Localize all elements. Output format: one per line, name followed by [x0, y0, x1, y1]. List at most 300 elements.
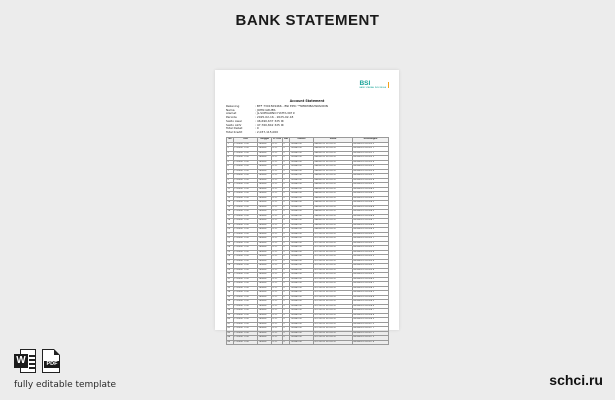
table-cell: FT2400T1700: [234, 205, 258, 210]
column-header: Mutasi: [290, 138, 314, 143]
table-cell: BPI:B0021331305 1: [353, 237, 389, 242]
table-cell: BPI:B0021331304 3: [353, 201, 389, 206]
table-cell: BPI:B0021331306 0: [353, 277, 389, 282]
table-cell: FT2400T1700: [234, 156, 258, 161]
table-cell: 135480.00: [290, 309, 314, 314]
table-cell: 0: [283, 241, 290, 246]
table-cell: BPI:B0021331305 9: [353, 273, 389, 278]
table-cell: 13: [227, 196, 234, 201]
table-cell: 0: [283, 246, 290, 251]
word-icon-label: W: [14, 354, 28, 368]
table-cell: 160826: [258, 142, 272, 147]
table-cell: 10: [227, 183, 234, 188]
info-value: : 47,760,842 325 IR: [255, 122, 284, 127]
page-title: BANK STATEMENT: [235, 12, 380, 29]
column-header: Keterangan: [353, 138, 389, 143]
table-cell: D:11: [272, 250, 283, 255]
table-cell: 24: [227, 246, 234, 251]
table-cell: 160826: [258, 187, 272, 192]
table-cell: 46830232 325.41 IR: [314, 169, 353, 174]
table-cell: 25: [227, 250, 234, 255]
table-cell: BPI:B0021331306 8: [353, 313, 389, 318]
table-cell: 135480.00: [290, 340, 314, 345]
table-cell: D:11: [272, 336, 283, 341]
table-cell: 160826: [258, 340, 272, 345]
table-cell: 47120232 325.41 IR: [314, 237, 353, 242]
table-cell: 160826: [258, 246, 272, 251]
table-cell: D:11: [272, 255, 283, 260]
table-cell: 0: [283, 214, 290, 219]
table-cell: 8: [227, 174, 234, 179]
table-cell: 0: [283, 286, 290, 291]
table-cell: 9: [227, 178, 234, 183]
table-cell: 34: [227, 291, 234, 296]
table-cell: 5: [227, 160, 234, 165]
table-cell: D:11: [272, 214, 283, 219]
table-cell: D:11: [272, 291, 283, 296]
table-cell: 0: [283, 277, 290, 282]
table-cell: 35: [227, 295, 234, 300]
table-cell: 46830232 325.41 IR: [314, 228, 353, 233]
table-cell: D:11: [272, 340, 283, 345]
table-cell: 135480.00: [290, 223, 314, 228]
table-cell: D:11: [272, 232, 283, 237]
column-header: Dbt: [283, 138, 289, 141]
table-cell: 47120232 325.41 IR: [314, 246, 353, 251]
table-cell: 0: [283, 228, 290, 233]
table-cell: D:11: [272, 169, 283, 174]
table-cell: 47120232 325.41 IR: [314, 336, 353, 341]
table-cell: 160826: [258, 277, 272, 282]
table-cell: BPI:B0021331307 4: [353, 340, 389, 345]
table-cell: 46830232 325.41 IR: [314, 178, 353, 183]
table-cell: D:11: [272, 327, 283, 332]
table-cell: D:11: [272, 268, 283, 273]
table-cell: 0: [283, 187, 290, 192]
table-cell: FT2400T1700: [234, 286, 258, 291]
table-cell: D:11: [272, 318, 283, 323]
info-label: Saldo Akhr: [226, 122, 242, 127]
table-cell: 2: [227, 147, 234, 152]
table-cell: 135480.00: [290, 300, 314, 305]
table-cell: FT2400T1700: [234, 241, 258, 246]
table-cell: D:11: [272, 313, 283, 318]
table-cell: 46830232 325.41 IR: [314, 183, 353, 188]
table-cell: 28: [227, 264, 234, 269]
table-cell: 47120232 325.41 IR: [314, 318, 353, 323]
table-cell: 21: [227, 232, 234, 237]
table-cell: 135480.00: [290, 228, 314, 233]
table-cell: BPI:B0021331304 8: [353, 223, 389, 228]
table-cell: 29: [227, 268, 234, 273]
info-value: : JOHN GRUBS: [255, 107, 276, 112]
table-cell: 0: [283, 268, 290, 273]
table-cell: 20: [227, 228, 234, 233]
table-cell: 30: [227, 273, 234, 278]
table-cell: 46830232 325.41 IR: [314, 192, 353, 197]
table-body: [227, 142, 389, 345]
table-cell: D:11: [272, 264, 283, 269]
column-header: Saldo: [314, 138, 353, 143]
table-cell: D:11: [272, 183, 283, 188]
table-cell: BPI:B0021331305 0: [353, 232, 389, 237]
table-cell: BPI:B0021331305 3: [353, 246, 389, 251]
table-cell: D:11: [272, 174, 283, 179]
table-cell: 46830232 325.41 IR: [314, 165, 353, 170]
table-cell: D:11: [272, 201, 283, 206]
table-cell: 160826: [258, 268, 272, 273]
table-cell: D:11: [272, 219, 283, 224]
table-cell: 22: [227, 237, 234, 242]
table-cell: 160826: [258, 273, 272, 278]
table-cell: 160826: [258, 196, 272, 201]
table-cell: 135480.00: [290, 295, 314, 300]
table-cell: 135480.00: [290, 214, 314, 219]
table-cell: 0: [283, 174, 290, 179]
table-cell: D:11: [272, 273, 283, 278]
table-cell: 47120232 325.41 IR: [314, 322, 353, 327]
table-cell: 4: [227, 156, 234, 161]
table-cell: 135480.00: [290, 210, 314, 215]
table-cell: 46830232 325.41 IR: [314, 151, 353, 156]
table-cell: 0: [283, 336, 290, 341]
table-cell: 0: [283, 156, 290, 161]
statement-document: [215, 70, 399, 343]
table-cell: BPI:B0021331304 6: [353, 214, 389, 219]
table-cell: 135480.00: [290, 291, 314, 296]
table-cell: 47120232 325.41 IR: [314, 268, 353, 273]
table-cell: FT2400T1700: [234, 300, 258, 305]
table-cell: 160826: [258, 318, 272, 323]
table-cell: FT2400T1700: [234, 295, 258, 300]
table-cell: 135480.00: [290, 264, 314, 269]
table-cell: 47120232 325.41 IR: [314, 259, 353, 264]
column-header: Tanggal: [258, 138, 272, 143]
table-cell: 135480.00: [290, 142, 314, 147]
table-cell: 0: [283, 160, 290, 165]
info-label: Total Debet: [226, 126, 243, 131]
info-label: Nama: [226, 107, 235, 112]
table-cell: 0: [283, 210, 290, 215]
table-cell: D:11: [272, 286, 283, 291]
column-header: Trxn: [234, 138, 258, 143]
table-cell: 47120232 325.41 IR: [314, 340, 353, 345]
table-cell: 40: [227, 318, 234, 323]
table-cell: 0: [283, 313, 290, 318]
table-cell: 135480.00: [290, 246, 314, 251]
account-info: [226, 105, 328, 135]
table-cell: 135480.00: [290, 183, 314, 188]
table-cell: FT2400T1700: [234, 142, 258, 147]
table-cell: 160826: [258, 223, 272, 228]
table-cell: BPI:B0021331304 9: [353, 228, 389, 233]
table-cell: 16: [227, 210, 234, 215]
table-cell: 135480.00: [290, 282, 314, 287]
table-cell: 160826: [258, 210, 272, 215]
logo-text: BSI: [359, 80, 371, 87]
table-cell: D:11: [272, 151, 283, 156]
table-cell: BPI:B0021331304 0: [353, 187, 389, 192]
table-cell: 14: [227, 201, 234, 206]
table-cell: 47120232 325.41 IR: [314, 264, 353, 269]
column-header: Ft Trxn: [272, 138, 282, 141]
info-label: Saldo Awal: [226, 118, 242, 123]
table-cell: 42: [227, 327, 234, 332]
table-cell: 135480.00: [290, 165, 314, 170]
table-cell: 15: [227, 205, 234, 210]
table-cell: D:11: [272, 205, 283, 210]
table-cell: FT2400T1700: [234, 336, 258, 341]
table-cell: 47120232 325.41 IR: [314, 291, 353, 296]
info-label: Rekening: [226, 104, 240, 108]
table-cell: BPI:B0021331306 7: [353, 309, 389, 314]
table-cell: 160826: [258, 205, 272, 210]
table-cell: BPI:B0021331303 6: [353, 169, 389, 174]
table-cell: 47120232 325.41 IR: [314, 232, 353, 237]
table-cell: BPI:B0021331303 8: [353, 178, 389, 183]
pdf-icon: [42, 349, 62, 373]
table-cell: D:11: [272, 331, 283, 336]
table-cell: 46830232 325.41 IR: [314, 205, 353, 210]
table-cell: 39: [227, 313, 234, 318]
table-cell: BPI:B0021331307 3: [353, 336, 389, 341]
info-label: Alamat: [226, 111, 237, 116]
table-cell: 135480.00: [290, 331, 314, 336]
table-cell: D:11: [272, 147, 283, 152]
table-cell: 160826: [258, 241, 272, 246]
table-cell: 47120232 325.41 IR: [314, 300, 353, 305]
table-cell: D:11: [272, 322, 283, 327]
table-cell: FT2400T1700: [234, 183, 258, 188]
table-cell: 160826: [258, 300, 272, 305]
table-cell: D:11: [272, 259, 283, 264]
table-cell: 43: [227, 331, 234, 336]
caption: fully editable template: [14, 380, 117, 390]
table-cell: 135480.00: [290, 196, 314, 201]
table-row: [227, 340, 389, 345]
table-cell: 135480.00: [290, 201, 314, 206]
table-cell: 160826: [258, 250, 272, 255]
table-cell: FT2400T1700: [234, 228, 258, 233]
table-cell: 47120232 325.41 IR: [314, 273, 353, 278]
table-cell: FT2400T1700: [234, 313, 258, 318]
table-cell: 160826: [258, 313, 272, 318]
table-cell: 31: [227, 277, 234, 282]
table-cell: 19: [227, 223, 234, 228]
table-cell: 0: [283, 282, 290, 287]
table-cell: 46830232 325.41 IR: [314, 174, 353, 179]
table-cell: 0: [283, 178, 290, 183]
table-cell: 0: [283, 304, 290, 309]
table-cell: 46830232 325.41 IR: [314, 219, 353, 224]
info-label: Periode: [226, 115, 237, 120]
table-cell: 46830232 325.41 IR: [314, 196, 353, 201]
table-cell: D:11: [272, 277, 283, 282]
table-cell: 0: [283, 169, 290, 174]
table-cell: 0: [283, 165, 290, 170]
table-cell: 0: [283, 201, 290, 206]
table-cell: 135480.00: [290, 205, 314, 210]
table-cell: BPI:B0021331307 1: [353, 327, 389, 332]
table-cell: 6: [227, 165, 234, 170]
table-cell: 47120232 325.41 IR: [314, 327, 353, 332]
table-cell: 47120232 325.41 IR: [314, 304, 353, 309]
table-cell: 135480.00: [290, 318, 314, 323]
table-cell: BPI:B0021331303 0: [353, 142, 389, 147]
table-cell: 23: [227, 241, 234, 246]
table-cell: 0: [283, 318, 290, 323]
table-cell: FT2400T1700: [234, 291, 258, 296]
table-cell: 135480.00: [290, 241, 314, 246]
table-cell: 0: [283, 309, 290, 314]
table-cell: 135480.00: [290, 160, 314, 165]
info-value: : 46,690,637 325 IR: [255, 118, 284, 123]
table-cell: 46830232 325.41 IR: [314, 210, 353, 215]
table-cell: 46830232 325.41 IR: [314, 214, 353, 219]
table-cell: 47120232 325.41 IR: [314, 309, 353, 314]
table-cell: 135480.00: [290, 147, 314, 152]
table-cell: 135480.00: [290, 313, 314, 318]
info-value: : JL.SOEKARNO HATTA KM 9: [255, 111, 295, 116]
table-cell: BPI:B0021331305 6: [353, 259, 389, 264]
table-cell: 135480.00: [290, 273, 314, 278]
table-cell: FT2400T1700: [234, 340, 258, 345]
table-cell: 160826: [258, 295, 272, 300]
bank-logo: [359, 80, 389, 89]
table-cell: 46830232 325.41 IR: [314, 201, 353, 206]
table-cell: 0: [283, 300, 290, 305]
table-cell: BPI:B0021331304 1: [353, 192, 389, 197]
table-cell: 160826: [258, 322, 272, 327]
table-cell: 160826: [258, 192, 272, 197]
table-cell: FT2400T1700: [234, 169, 258, 174]
table-cell: FT2400T1700: [234, 165, 258, 170]
table-cell: 0: [283, 205, 290, 210]
logo-accent-bar: [388, 82, 389, 88]
table-cell: FT2400T1700: [234, 273, 258, 278]
table-cell: FT2400T1700: [234, 282, 258, 287]
table-cell: BPI:B0021331303 9: [353, 183, 389, 188]
table-cell: BPI:B0021331303 5: [353, 165, 389, 170]
table-cell: FT2400T1700: [234, 277, 258, 282]
table-cell: 0: [283, 183, 290, 188]
table-cell: BPI:B0021331307 0: [353, 322, 389, 327]
table-cell: 135480.00: [290, 219, 314, 224]
table-cell: D:11: [272, 295, 283, 300]
table-cell: 160826: [258, 151, 272, 156]
table-cell: 135480.00: [290, 322, 314, 327]
table-cell: 135480.00: [290, 237, 314, 242]
table-cell: D:11: [272, 142, 283, 147]
table-cell: 160826: [258, 165, 272, 170]
table-cell: 47120232 325.41 IR: [314, 241, 353, 246]
table-cell: FT2400T1700: [234, 151, 258, 156]
table-cell: FT2400T1700: [234, 331, 258, 336]
table-cell: 36: [227, 300, 234, 305]
table-cell: 135480.00: [290, 255, 314, 260]
table-cell: D:11: [272, 300, 283, 305]
pdf-icon-label: PDF: [44, 361, 60, 368]
table-cell: 32: [227, 282, 234, 287]
table-cell: FT2400T1700: [234, 246, 258, 251]
table-cell: FT2400T1700: [234, 174, 258, 179]
table-cell: FT2400T1700: [234, 318, 258, 323]
table-cell: D:11: [272, 228, 283, 233]
table-cell: BPI:B0021331306 4: [353, 295, 389, 300]
document-heading: Account Statement: [289, 99, 325, 103]
table-cell: 0: [283, 142, 290, 147]
table-cell: 47120232 325.41 IR: [314, 313, 353, 318]
table-cell: 135480.00: [290, 187, 314, 192]
table-cell: BPI:B0021331303 4: [353, 160, 389, 165]
table-cell: 46830232 325.41 IR: [314, 156, 353, 161]
table-cell: FT2400T1700: [234, 160, 258, 165]
table-cell: 160826: [258, 331, 272, 336]
table-cell: D:11: [272, 210, 283, 215]
table-cell: 46830232 325.41 IR: [314, 147, 353, 152]
table-cell: 0: [283, 291, 290, 296]
table-cell: 160826: [258, 282, 272, 287]
table-cell: FT2400T1700: [234, 268, 258, 273]
table-cell: 47120232 325.41 IR: [314, 250, 353, 255]
table-cell: 26: [227, 255, 234, 260]
table-cell: 160826: [258, 174, 272, 179]
table-cell: D:11: [272, 282, 283, 287]
table-cell: BPI:B0021331305 2: [353, 241, 389, 246]
table-cell: 160826: [258, 147, 272, 152]
transactions-table: [226, 137, 389, 345]
table-cell: 44: [227, 336, 234, 341]
table-cell: 33: [227, 286, 234, 291]
table-cell: 0: [283, 147, 290, 152]
logo-tagline: BANK SYARIAH INDONESIA: [359, 87, 386, 89]
table-cell: D:11: [272, 178, 283, 183]
table-cell: 160826: [258, 304, 272, 309]
table-cell: 0: [283, 232, 290, 237]
table-cell: 45: [227, 340, 234, 345]
table-cell: 135480.00: [290, 178, 314, 183]
table-cell: D:11: [272, 196, 283, 201]
table-cell: 0: [283, 340, 290, 345]
table-cell: BPI:B0021331306 6: [353, 304, 389, 309]
table-cell: FT2400T1700: [234, 178, 258, 183]
table-cell: FT2400T1700: [234, 259, 258, 264]
table-cell: 160826: [258, 309, 272, 314]
table-cell: 160826: [258, 156, 272, 161]
table-cell: FT2400T1700: [234, 264, 258, 269]
table-cell: 135480.00: [290, 277, 314, 282]
table-cell: 160826: [258, 286, 272, 291]
table-cell: BPI:B0021331306 3: [353, 291, 389, 296]
info-value: : 2025-02-16 - 2025-02-18: [255, 115, 294, 120]
table-cell: 0: [283, 196, 290, 201]
table-cell: 160826: [258, 255, 272, 260]
table-cell: 135480.00: [290, 156, 314, 161]
table-cell: 0: [283, 219, 290, 224]
table-cell: FT2400T1700: [234, 214, 258, 219]
table-cell: 0: [283, 237, 290, 242]
table-cell: 135480.00: [290, 151, 314, 156]
table-cell: 135480.00: [290, 304, 314, 309]
table-cell: 12: [227, 192, 234, 197]
table-cell: BPI:B0021331307 2: [353, 331, 389, 336]
info-row: [226, 131, 328, 135]
table-cell: 47120232 325.41 IR: [314, 331, 353, 336]
table-cell: 160826: [258, 228, 272, 233]
table-cell: 135480.00: [290, 250, 314, 255]
table-cell: BPI:B0021331305 5: [353, 255, 389, 260]
table-cell: 1: [227, 142, 234, 147]
